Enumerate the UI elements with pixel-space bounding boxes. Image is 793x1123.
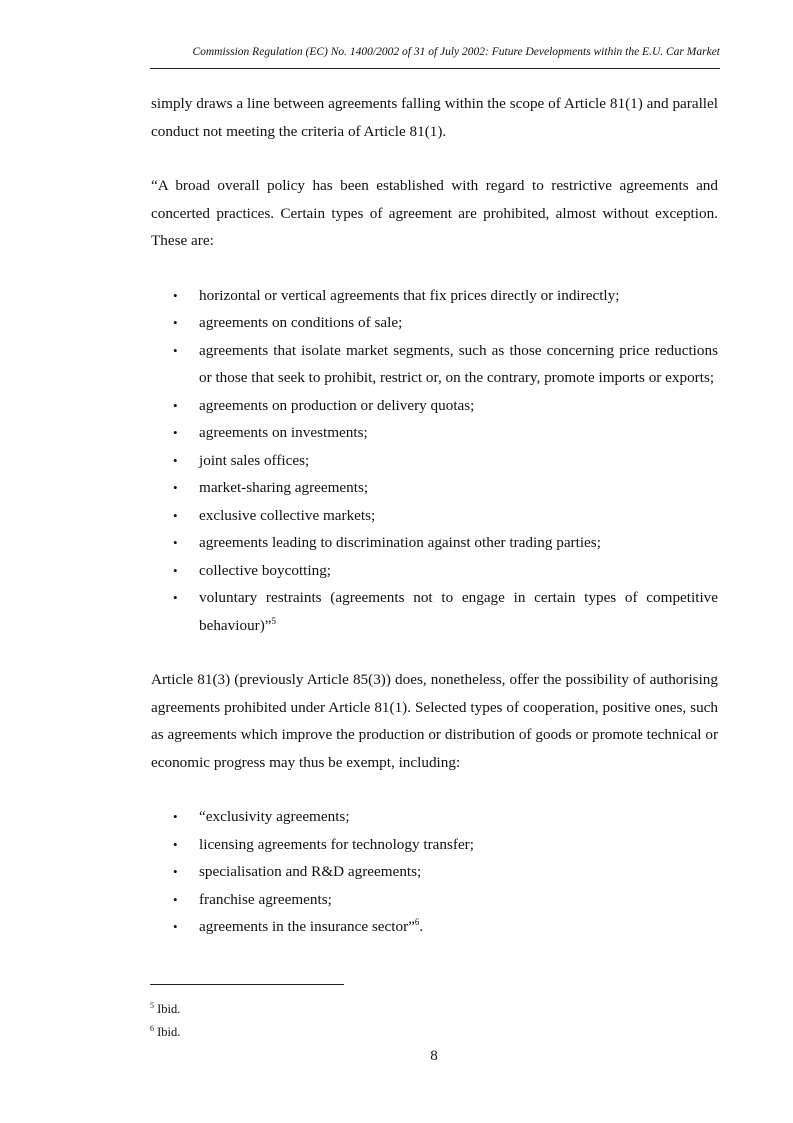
list-item	[151, 858, 718, 886]
footnote-text: Ibid.	[157, 1002, 181, 1016]
list-item-text: agreements on investments;	[199, 424, 368, 441]
list-item-text: specialisation and R&D agreements;	[199, 863, 422, 880]
prohibited-agreements-list	[151, 282, 718, 640]
bullet-icon: •	[173, 919, 178, 934]
list-item	[151, 913, 718, 941]
list-item-text: “exclusivity agreements;	[199, 808, 350, 825]
running-header: Commission Regulation (EC) No. 1400/2002 of 31 of July 2002: Future Developments within the E.U. Car Market	[192, 46, 720, 58]
list-item-text: joint sales offices;	[199, 451, 310, 469]
list-item-text: agreements on production or delivery quotas;	[199, 396, 475, 414]
bullet-icon: •	[173, 480, 178, 495]
bullet-icon: •	[173, 507, 178, 523]
list-item-text: agreements that isolate market segments, such as those concerning price reductions or those that seek to prohibit, restrict or, on the contrary, promote imports or exports;	[199, 341, 718, 386]
bullet-icon: •	[173, 342, 178, 358]
list-item-text: exclusive collective markets;	[199, 506, 376, 524]
list-item	[151, 447, 718, 475]
bullet-icon: •	[173, 452, 178, 468]
list-item-suffix: .	[419, 918, 424, 935]
page-body	[151, 90, 718, 941]
list-item-text: agreements in the insurance sector”	[199, 918, 415, 935]
list-item	[151, 529, 718, 557]
list-item-text: collective boycotting;	[199, 561, 332, 579]
footnote-6	[150, 1021, 180, 1044]
bullet-icon: •	[173, 864, 178, 879]
list-item-text: agreements on conditions of sale;	[199, 314, 403, 331]
list-item	[151, 831, 718, 859]
bullet-icon: •	[173, 397, 178, 413]
list-item-text: market-sharing agreements;	[199, 479, 369, 496]
paragraph-3: Article 81(3) (previously Article 85(3)) does, nonetheless, offer the possibility of authorising agreements prohibited under Article 81(1). Selected types of cooperation, positive ones, such as agreements which improve the production or distribution of goods or promote technical or economic progress may thus be exempt, including:	[151, 671, 718, 771]
footnote-rule	[150, 984, 344, 985]
list-item	[151, 309, 718, 337]
bullet-icon: •	[173, 891, 178, 907]
bullet-icon: •	[173, 315, 178, 330]
list-item	[151, 584, 718, 639]
list-item	[151, 282, 718, 310]
exempt-agreements-list	[151, 803, 718, 941]
bullet-icon: •	[173, 425, 178, 440]
bullet-icon: •	[173, 809, 178, 824]
list-item-text: licensing agreements for technology transfer;	[199, 835, 474, 853]
footnote-ref-6[interactable]: 6	[414, 916, 420, 927]
footnote-text: Ibid.	[157, 1025, 181, 1039]
list-item-text: voluntary restraints (agreements not to engage in certain types of competitive behaviour)”	[199, 589, 718, 634]
list-item	[151, 557, 718, 585]
paragraph-2: “A broad overall policy has been established with regard to restrictive agreements and concerted practices. Certain types of agreement are prohibited, almost without exception. These are:	[151, 177, 718, 249]
list-item	[151, 886, 718, 914]
footnote-number: 6	[150, 1023, 154, 1033]
list-item	[151, 419, 718, 447]
bullet-icon: •	[173, 535, 178, 550]
bullet-icon: •	[173, 836, 178, 852]
footnotes	[150, 998, 180, 1044]
list-item	[151, 392, 718, 420]
list-item-text: agreements leading to discrimination against other trading parties;	[199, 534, 601, 551]
footnote-number: 5	[150, 1000, 154, 1010]
footnote-5	[150, 998, 180, 1021]
bullet-icon: •	[173, 562, 178, 578]
bullet-icon: •	[173, 287, 178, 303]
list-item	[151, 474, 718, 502]
list-item-text: horizontal or vertical agreements that fix prices directly or indirectly;	[199, 286, 620, 304]
list-item	[151, 502, 718, 530]
bullet-icon: •	[173, 590, 178, 605]
list-item-text: franchise agreements;	[199, 890, 332, 908]
footnote-ref-5[interactable]: 5	[271, 615, 277, 626]
page-number: 8	[430, 1048, 438, 1064]
paragraph-1: simply draws a line between agreements falling within the scope of Article 81(1) and parallel conduct not meeting the criteria of Article 81(1).	[151, 95, 718, 140]
list-item	[151, 337, 718, 392]
header-rule	[150, 68, 720, 69]
list-item	[151, 803, 718, 831]
